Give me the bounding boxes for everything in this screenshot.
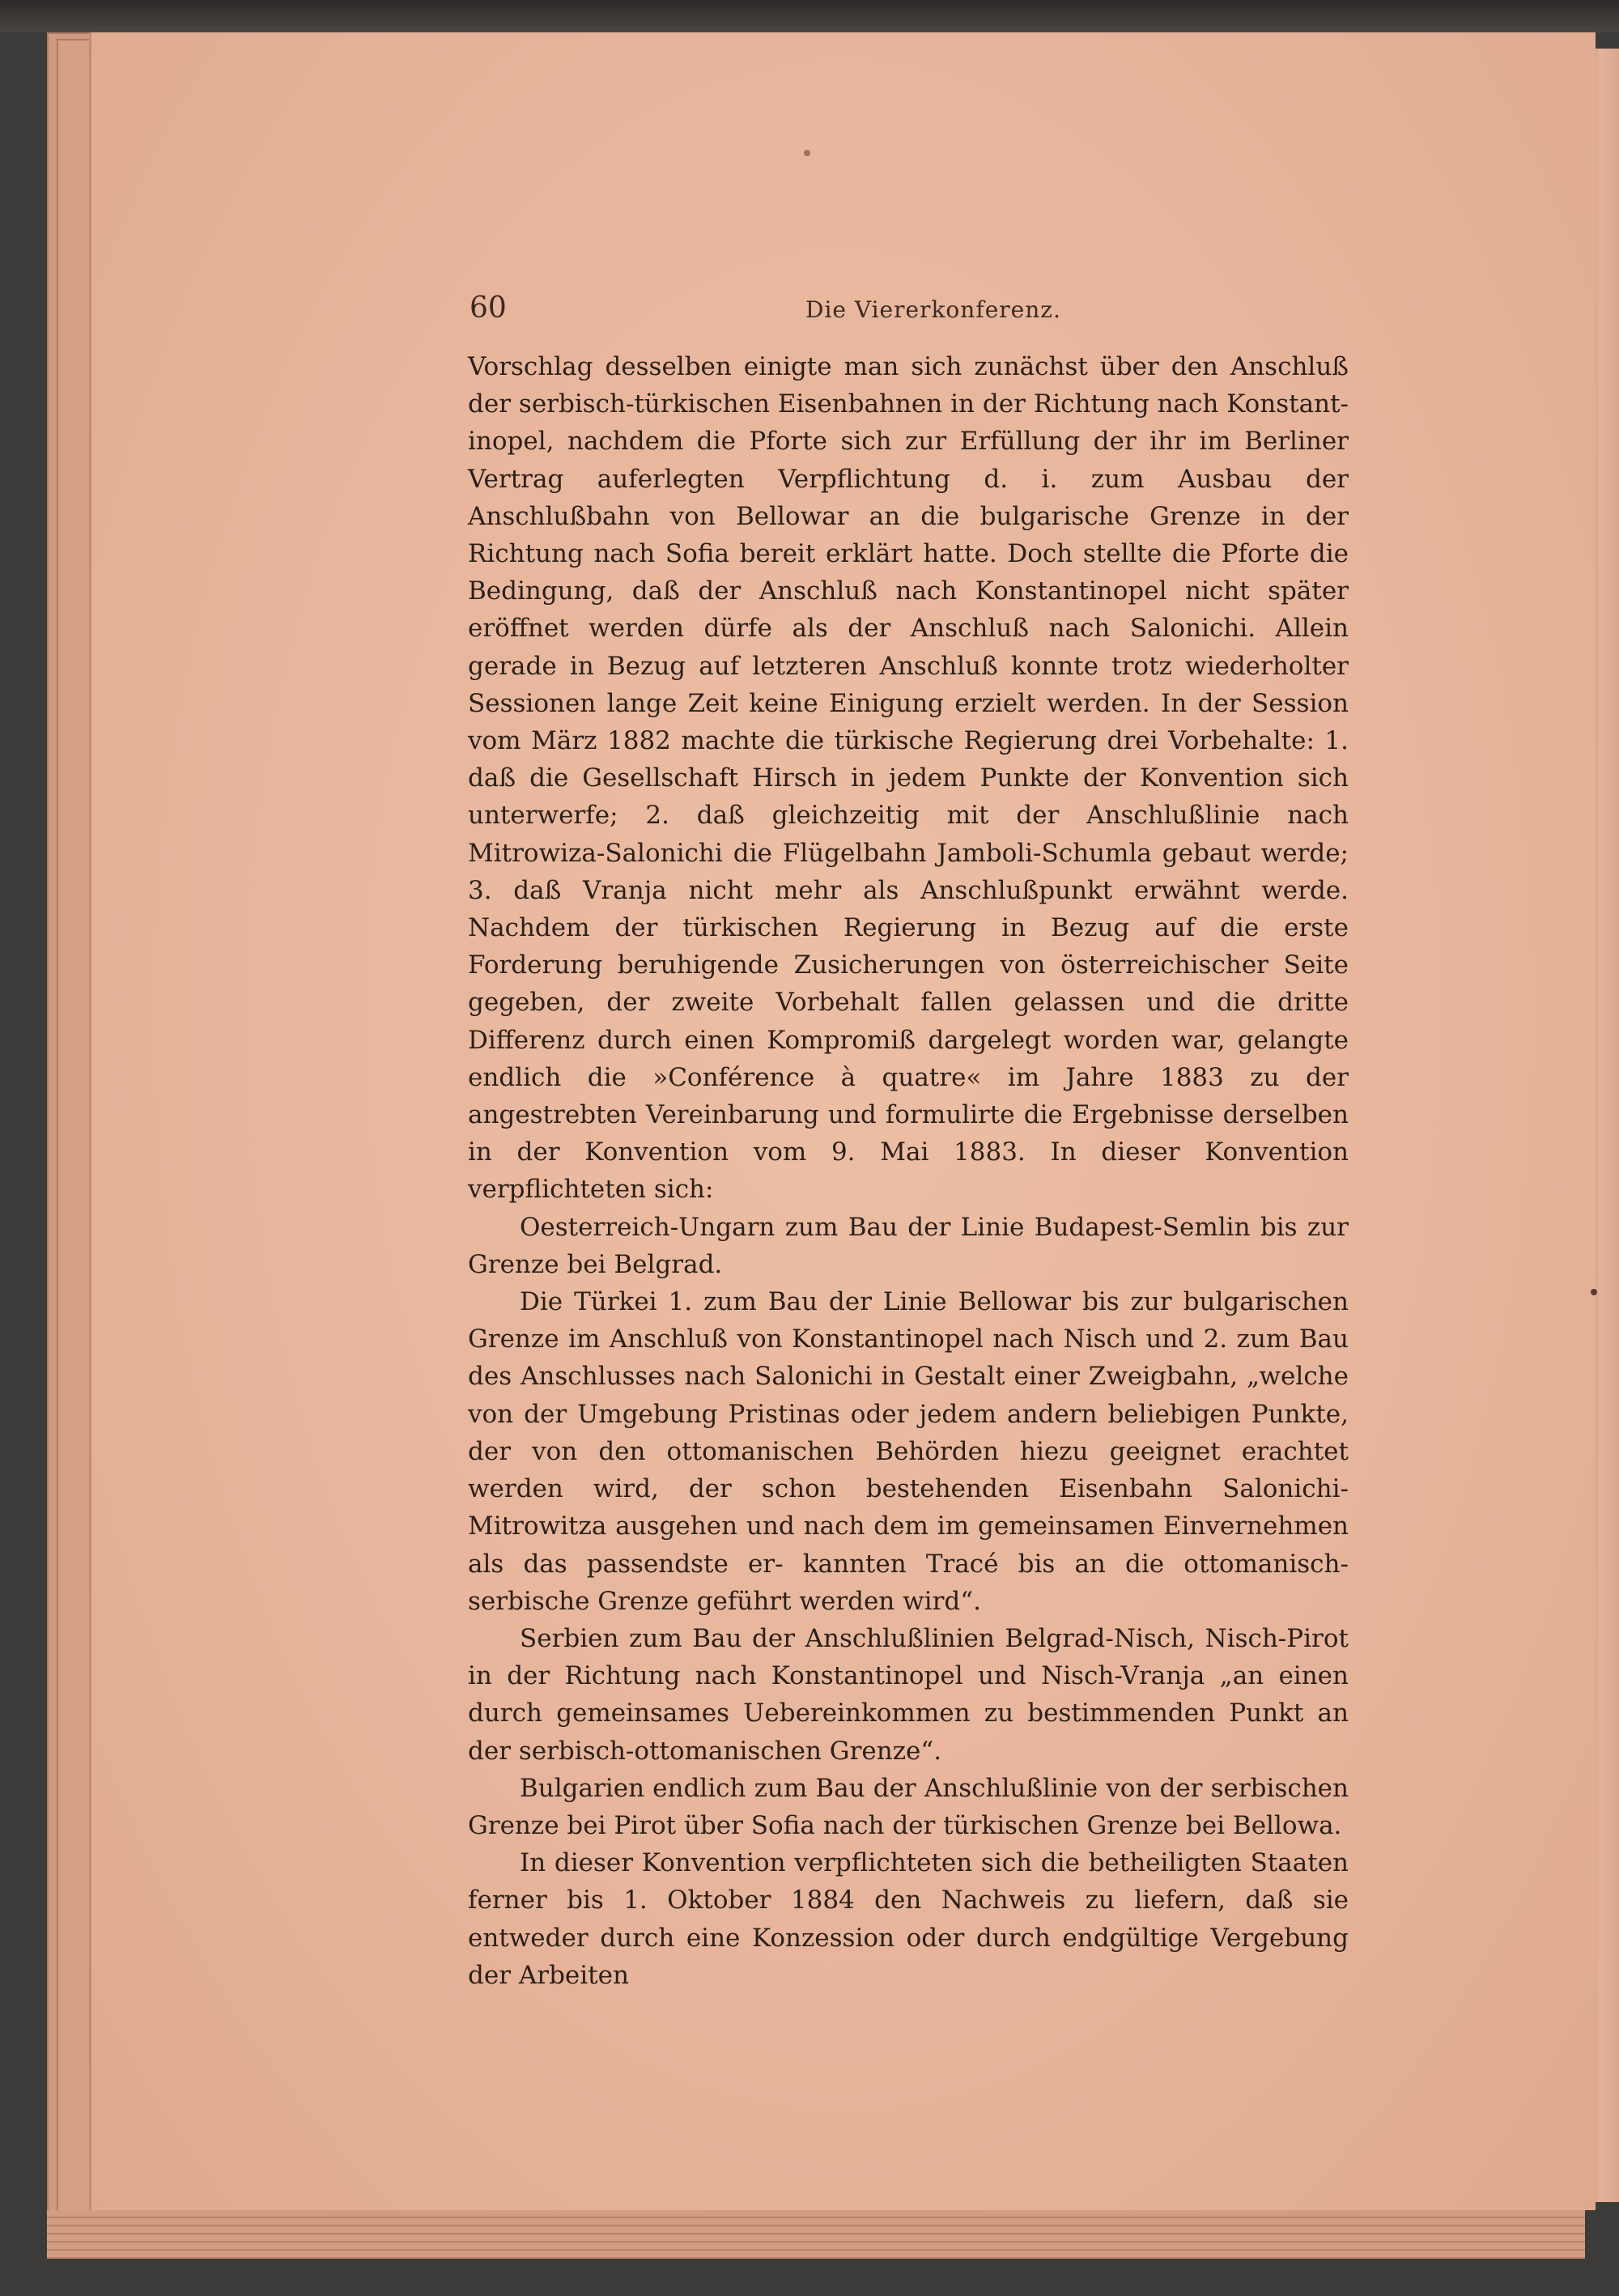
paragraph: In dieser Konvention verpflichteten sich die betheiligten Staaten ferner bis 1. Oktober 1884 den Nachweis zu liefern, daß sie entweder durch eine Konzession oder durch endgültige Vergebung der Arbeiten	[468, 1848, 1349, 1990]
page-stack-bottom-edge	[47, 2210, 1585, 2259]
paragraph: Oesterreich-Ungarn zum Bau der Linie Budapest-Semlin bis zur Grenze bei Belgrad.	[468, 1212, 1349, 1279]
paper-speck	[1591, 1289, 1597, 1295]
paragraph: Bulgarien endlich zum Bau der Anschlußlinie von der serbischen Grenze bei Pirot über Sofia nach der türkischen Grenze bei Bellowa.	[468, 1773, 1349, 1840]
paragraph: Vorschlag desselben einigte man sich zunächst über den Anschluß der serbisch-türkischen Eisenbahnen in der Richtung nach Konstant- inopel, nachdem die Pforte sich zur Erfüllung der ihr im Berliner Vertrag auferlegten Verpflichtung d. i. zum Ausbau der Anschlußbahn von Bellowar an die bulgarische Grenze in der Richtung nach Sofia bereit erklärt hatte. Doch stellte die Pforte die Bedingung, daß der Anschluß nach Konstantinopel nicht später eröffnet werden dürfe als der Anschluß nach Salonichi. Allein gerade in Bezug auf letzteren Anschluß konnte trotz wiederholter Sessionen lange Zeit keine Einigung erzielt werden. In der Session vom März 1882 machte die türkische Regierung drei Vorbehalte: 1. daß die Gesellschaft Hirsch in jedem Punkte der Konvention sich unterwerfe; 2. daß gleichzeitig mit der Anschlußlinie nach Mitrowiza-Salonichi die Flügelbahn Jamboli-Schumla gebaut werde; 3. daß Vranja nicht mehr als Anschlußpunkt erwähnt werde. Nachdem der türkischen Regierung in Bezug auf die erste Forderung beruhigende Zusicherungen von österreichischer Seite gegeben, der zweite Vorbehalt fallen gelassen und die dritte Differenz durch einen Kompromiß dargelegt worden war, gelangte endlich die »Conférence à quatre« im Jahre 1883 zu der angestrebten Vereinbarung und formulirte die Ergebnisse derselben in der Konvention vom 9. Mai 1883. In dieser Konvention verpflichteten sich:	[468, 352, 1349, 1205]
page-header	[470, 291, 1425, 332]
scan-background-top	[0, 0, 1619, 32]
paper-speck	[804, 150, 810, 156]
paragraph: Serbien zum Bau der Anschlußlinien Belgrad-Nisch, Nisch-Pirot in der Richtung nach Konstantinopel und Nisch-Vranja „an einen durch gemeinsames Uebereinkommen zu bestimmenden Punkt an der serbisch-ottomanischen Grenze“.	[468, 1623, 1349, 1766]
paragraph: Die Türkei 1. zum Bau der Linie Bellowar bis zur bulgarischen Grenze im Anschluß von Konstantinopel nach Nisch und 2. zum Bau des Anschlusses nach Salonichi in Gestalt einer Zweigbahn, „welche von der Umgebung Pristinas oder jedem andern beliebigen Punkte, der von den ottomanischen Behörden hiezu geeignet erachtet werden wird, der schon bestehenden Eisenbahn Salonichi-Mitrowitza ausgehen und nach dem im gemeinsamen Einvernehmen als das passendste er- kannten Tracé bis an die ottomanisch-serbische Grenze geführt werden wird“.	[468, 1287, 1349, 1616]
running-head: Die Viererkonferenz.	[805, 296, 1061, 323]
body-text	[468, 348, 1349, 1994]
page-number: 60	[470, 291, 507, 325]
